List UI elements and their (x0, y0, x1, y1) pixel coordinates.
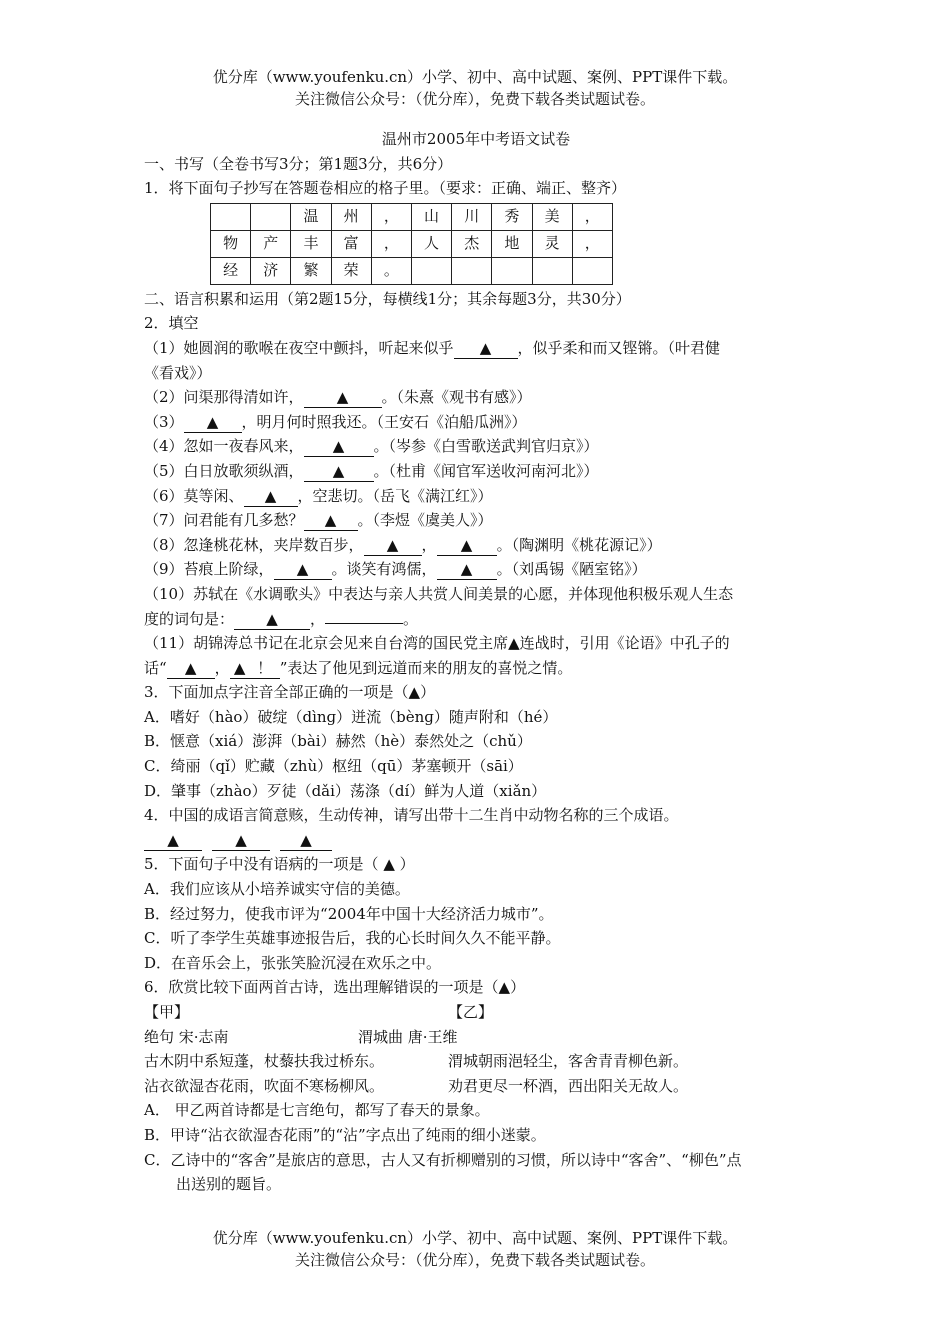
grid-cell: 山 (411, 203, 451, 230)
footer-line-2: 关注微信公众号：（优分库），免费下载各类试题试卷。 (294, 1251, 655, 1269)
poem-labels (144, 1000, 808, 1025)
q2-item-2: （2）问渠那得清如许， ▲ 。（朱熹《观书有感》） (144, 388, 532, 407)
grid-cell: ， (371, 203, 411, 230)
grid-cell: ， (371, 230, 411, 257)
poem-a-line-2: 沾衣欲湿杏花雨，吹面不寒杨柳风。 (144, 1076, 385, 1095)
blank-line (325, 623, 403, 624)
grid-cell: 经 (211, 257, 251, 284)
grid-cell (411, 257, 451, 284)
blank-marker: ▲ (437, 560, 497, 580)
poem-a-line-1: 古木阴中系短蓬，杖藜扶我过桥东。 (144, 1052, 385, 1071)
blank-marker: ▲ (304, 511, 358, 531)
copy-grid (210, 203, 613, 285)
page-header (0, 66, 950, 110)
blank-exclaim: ！ (250, 659, 280, 679)
q2-item-7: （7）问君能有几多愁？ ▲ 。（李煜《虞美人》） (144, 511, 493, 530)
q2-item-8: （8）忽逢桃花林，夹岸数百步， ▲ ， ▲ 。（陶渊明《桃花源记》） (144, 535, 662, 554)
q6-stem: 6．欣赏比较下面两首古诗，选出理解错误的一项是（▲） (144, 978, 526, 997)
q2-item-1-cont: 《看戏》） (144, 363, 212, 382)
q5-option-b: B．经过努力，使我市评为“2004年中国十大经济活力城市”。 (144, 904, 554, 923)
poem-line-1 (144, 1049, 808, 1074)
poem-b-title: 渭城曲 唐·王维 (358, 1027, 458, 1046)
grid-cell: 杰 (452, 230, 492, 257)
blank-marker: ▲ (304, 437, 374, 457)
header-line-2: 关注微信公众号：（优分库），免费下载各类试题试卷。 (294, 90, 655, 108)
grid-cell: 济 (251, 257, 291, 284)
grid-cell (251, 203, 291, 230)
grid-cell: 物 (211, 230, 251, 257)
grid-cell: 州 (331, 203, 371, 230)
grid-cell: 产 (251, 230, 291, 257)
poem-a-label: 【甲】 (144, 1003, 190, 1021)
grid-row (211, 203, 613, 230)
q6-option-c: C．乙诗中的“客舍”是旅店的意思，古人又有折柳赠别的习惯，所以诗中“客舍”、“柳色”点 (144, 1150, 742, 1169)
q2-stem: 2．填空 (144, 314, 199, 333)
grid-cell: 秀 (492, 203, 532, 230)
blank-marker: ▲ (274, 560, 332, 580)
footer-line-1: 优分库（www.youfenku.cn）小学、初中、高中试题、案例、PPT课件下载。 (212, 1229, 738, 1247)
grid-cell: ， (572, 203, 612, 230)
poem-a-title: 绝句 宋·志南 (144, 1027, 229, 1046)
grid-cell: 富 (331, 230, 371, 257)
grid-cell: 荣 (331, 257, 371, 284)
q3-option-d: D．肇事（zhào）歹徒（dǎi）荡涤（dí）鲜为人道（xiǎn） (144, 781, 547, 800)
grid-row (211, 230, 613, 257)
blank-marker: ▲ (212, 831, 270, 851)
poem-line-2 (144, 1074, 808, 1099)
grid-row (211, 257, 613, 284)
exam-content (144, 127, 808, 1197)
blank-marker: ▲ (234, 610, 310, 630)
blank-marker: ▲ (454, 339, 518, 359)
q2-item-3: （3） ▲ ，明月何时照我还。（王安石《泊船瓜洲》） (144, 412, 527, 431)
grid-cell: ， (572, 230, 612, 257)
grid-cell (452, 257, 492, 284)
grid-cell: 丰 (291, 230, 331, 257)
q5-option-a: A．我们应该从小培养诚实守信的美德。 (144, 880, 410, 899)
q5-stem: 5．下面句子中没有语病的一项是（ ▲ ） (144, 855, 415, 874)
q2-item-4: （4）忽如一夜春风来， ▲ 。（岑参《白雪歌送武判官归京》） (144, 437, 599, 456)
grid-cell: 人 (411, 230, 451, 257)
poem-b-label: 【乙】 (448, 1003, 494, 1021)
blank-marker: ▲ (437, 536, 497, 556)
q3-stem: 3．下面加点字注音全部正确的一项是（▲） (144, 683, 436, 702)
grid-cell (492, 257, 532, 284)
q6-option-a: A． 甲乙两首诗都是七言绝句，都写了春天的景象。 (144, 1101, 490, 1120)
page-footer (0, 1227, 950, 1271)
q6-option-b: B．甲诗“沾衣欲湿杏花雨”的“沾”字点出了纯雨的细小迷蒙。 (144, 1125, 546, 1144)
grid-cell: 川 (452, 203, 492, 230)
grid-cell (211, 203, 251, 230)
q3-option-a: A．嗜好（hào）破绽（dìnɡ）迸流（bènɡ）随声附和（hé） (144, 707, 558, 726)
poem-titles (144, 1025, 808, 1050)
q2-item-9: （9）苔痕上阶绿， ▲ 。谈笑有鸿儒， ▲ 。（刘禹锡《陋室铭》） (144, 560, 647, 579)
blank-marker: ▲ (304, 462, 374, 482)
grid-cell: 繁 (291, 257, 331, 284)
q3-option-c: C．绮丽（qǐ）贮藏（zhù）枢纽（qū）茅塞顿开（sāi） (144, 757, 523, 776)
grid-cell: 美 (532, 203, 572, 230)
q2-item-1: （1）她圆润的歌喉在夜空中颤抖，听起来似乎 ▲ ，似乎柔和而又铿锵。（叶君健 (144, 338, 721, 357)
grid-cell: 。 (371, 257, 411, 284)
blank-marker: ▲ (144, 831, 202, 851)
blank-marker: ▲ (244, 487, 298, 507)
q2-item-10-cont: 度的词句是： ▲ ， 。 (144, 609, 419, 628)
blank-marker: ▲ (184, 413, 242, 433)
q5-option-d: D．在音乐会上，张张笑脸沉浸在欢乐之中。 (144, 953, 442, 972)
blank-marker: ▲ (364, 536, 422, 556)
q2-item-10: （10）苏轼在《水调歌头》中表达与亲人共赏人间美景的心愿，并体现他积极乐观人生态 (144, 584, 734, 603)
q2-item-5: （5）白日放歌须纵酒， ▲ 。（杜甫《闻官军送收河南河北》） (144, 461, 599, 480)
exam-title: 温州市2005年中考语文试卷 (381, 130, 571, 148)
q4-stem: 4．中国的成语言简意赅，生动传神，请写出带十二生肖中动物名称的三个成语。 (144, 806, 679, 825)
q2-item-11-cont: 话“ ▲ ， ▲ ！ ”表达了他见到远道而来的朋友的喜悦之情。 (144, 658, 573, 677)
poem-b-line-2: 劝君更尽一杯酒，西出阳关无故人。 (448, 1076, 689, 1095)
q2-item-6: （6）莫等闲、 ▲ ，空悲切。（岳飞《满江红》） (144, 486, 493, 505)
q5-option-c: C．听了李学生英雄事迹报告后，我的心长时间久久不能平静。 (144, 929, 561, 948)
grid-cell: 灵 (532, 230, 572, 257)
blank-marker: ▲ (230, 659, 250, 679)
blank-marker: ▲ (167, 659, 215, 679)
grid-cell: 地 (492, 230, 532, 257)
blank-marker: ▲ (304, 388, 382, 408)
q1-stem: 1．将下面句子抄写在答题卷相应的格子里。（要求：正确、端正、整齐） (144, 179, 627, 198)
blank-marker: ▲ (280, 831, 332, 851)
q3-option-b: B．惬意（xiá）澎湃（bài）赫然（hè）泰然处之（chǔ） (144, 732, 532, 751)
grid-cell (532, 257, 572, 284)
poem-b-line-1: 渭城朝雨浥轻尘，客舍青青柳色新。 (448, 1052, 689, 1071)
q4-blanks (144, 828, 808, 853)
header-line-1: 优分库（www.youfenku.cn）小学、初中、高中试题、案例、PPT课件下载。 (212, 68, 738, 86)
section2-heading: 二、语言积累和运用（第2题15分，每横线1分；其余每题3分，共30分） (144, 289, 631, 308)
q6-option-c-cont: 出送别的题旨。 (176, 1175, 282, 1194)
section1-heading: 一、书写（全卷书写3分；第1题3分，共6分） (144, 154, 453, 173)
q2-item-11: （11）胡锦涛总书记在北京会见来自台湾的国民党主席▲连战时，引用《论语》中孔子的 (144, 634, 730, 653)
grid-cell: 温 (291, 203, 331, 230)
grid-cell (572, 257, 612, 284)
